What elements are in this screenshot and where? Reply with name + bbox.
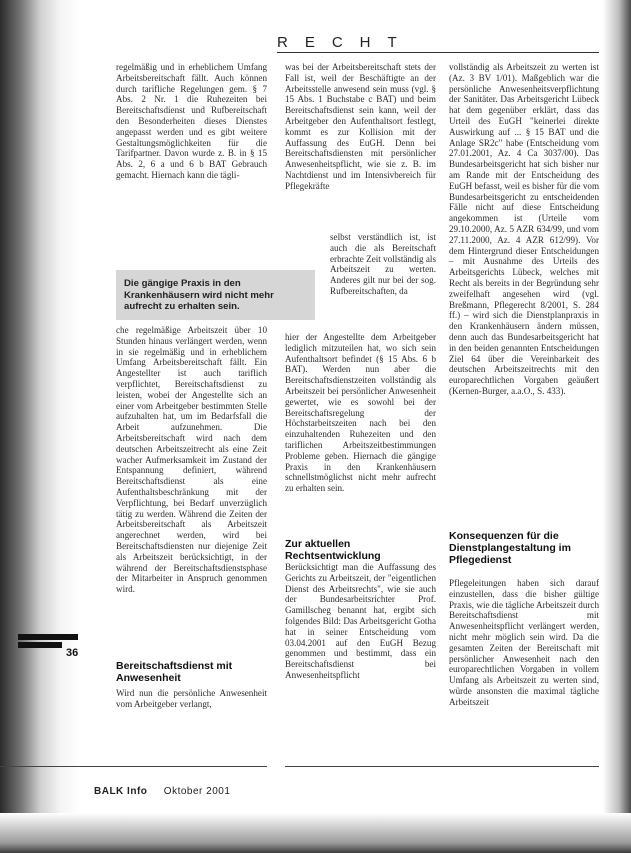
column-1-top: [116, 62, 267, 262]
column-3-top: [449, 62, 599, 522]
subheading-konsequenzen: Konsequenzen für die Dienstplangestaltung im Pflegedienst: [449, 530, 571, 566]
page-number: 36: [66, 647, 79, 659]
column-2-beside-quote: [330, 232, 436, 332]
subheading-rechtsentwicklung: Zur aktuellen Rechtsentwicklung: [285, 538, 381, 562]
paragraph: Pflegeleitungen haben sich darauf einzustellen, dass die bisher gültige Praxis, wie die tägliche Arbeitszeit durch Bereitschaftsdienst mit Anwesenheitspflicht verlängert werden, nicht mehr möglich sein wird. Da die gesamten Zeiten der Bereitschaft mit persönlicher Anwesenheit nach den europarechtlichen Vorgaben in vollem Umfang als Arbeitszeit zu werten sind, würde ansonsten die maximal tägliche Arbeitszeit: [449, 578, 599, 707]
pull-quote-box: [116, 270, 315, 320]
paragraph: selbst verständlich ist, ist auch die als Bereitschaft erbrachte Zeit vollständig als Arbeitszeit zu werten. Anderes gilt nur bei der sog. Rufbereitschaften, da: [330, 232, 436, 296]
section-header: RECHT: [277, 34, 414, 51]
footer-rule-left: [0, 766, 267, 767]
binding-mark: [18, 642, 62, 648]
pull-quote-text: Die gängige Praxis in den Krankenhäusern wird nicht mehr aufrecht zu erhalten sein.: [124, 278, 274, 312]
footer-brand: BALK Info: [94, 786, 148, 797]
column-1-middle: [116, 325, 267, 650]
column-2-bottom: [285, 562, 436, 762]
column-3-bottom: [449, 578, 599, 758]
column-1-bottom: [116, 688, 267, 728]
paragraph: was bei der Arbeitsbereitschaft stets der Fall ist, weil der Beschäftigte an der Arbeitsstelle anwesend sein muss (vgl. § 15 Abs. 1 Buchstabe c BAT) und beim Bereitschaftsdienst sein kann, weil der Arbeitgeber den Aufenthaltsort festlegt, kommt es zur Kollision mit der Auffassung des EuGH. Denn bei Bereitschaftsdiensten mit persönlicher Anwesenheitspflicht, wie sie z. B. im Nachtdienst und im Intensivbereich für Pflegekräfte: [285, 62, 436, 191]
binding-mark: [18, 634, 78, 640]
scan-edge-shadow-left: [0, 0, 80, 853]
footer-rule-right: [285, 766, 599, 767]
paragraph: hier der Angestellte dem Arbeitgeber lediglich mitzuteilen hat, wo sich sein Aufenthaltsort befindet (§ 15 Abs. 6 b BAT). Werden nun aber die Bereitschaftsdienstzeiten vollständig als Arbeitszeit bei persönlicher Anwesenheit gewertet, wie es sowohl bei der Bereitschaftsregelung der Höchstarbeitszeiten nach bei den einzuhaltenden Ruhezeiten und den tariflichen Arbeitszeitbestimmungen Probleme geben. Hiernach die gängige Praxis in den Krankenhäusern schnellstmöglichst nicht mehr aufrecht zu erhalten sein.: [285, 332, 436, 494]
footer: [94, 786, 230, 797]
paragraph: vollständig als Arbeitszeit zu werten ist (Az. 3 BV 1/01). Maßgeblich war die persönliche Anwesenheitsverpflichtung der Sanitäter. Das Arbeitsgericht Lübeck hat dem gegenüber erklärt, dass das Urteil des EuGH "keinerlei direkte Auswirkung auf ... § 15 BAT und die Anlage SR2c" habe (Entscheidung vom 27.01.2001, Az. 4 Ca 3037/00). Das Bundesarbeitsgericht hat sich bisher nur am Rande mit der Entscheidung des EuGH befasst, weil es bisher für die vom Bundesarbeitsgericht zu entscheidenden Fälle nicht auf diese Entscheidung angekommen ist (Urteile vom 29.10.2000, Az. 5 AZR 634/99, und vom 27.11.2000, Az. 4 AZR 612/99). Vor dem Hintergrund dieser Entscheidungen – mit Ausnahme des Urteils des Arbeitsgerichts Lübeck, welches mit Recht als bereits in der Begründung sehr zweifelhaft angesehen wird (vgl. Breßmann, Pflegerecht 8/2001, S. 284 ff.) – wird sich die Dienstplanpraxis in den Krankenhäusern ändern müssen, denn auch das Bundesarbeitsgericht hat in den beiden genannten Entscheidungen Ziel 64 über die Vereinbarkeit des deutschen Arbeitszeitrechts mit den europarechtlichen Vorgaben geäußert (Kernen-Burger, a.a.O., S. 433).: [449, 62, 600, 396]
paragraph: Wird nun die persönliche Anwesenheit vom Arbeitgeber verlangt,: [116, 688, 267, 709]
header-rule: [277, 52, 599, 53]
column-2-middle: [285, 332, 436, 532]
paragraph: Berücksichtigt man die Auffassung des Gerichts zu Arbeitszeit, der "eigentlichen Dienst des Arbeitsrechts", wie sie auch der Bundesarbeitsrichter Prof. Gamillscheg benannt hat, ergibt sich folgendes Bild: Das Arbeitsgericht Gotha hat in seiner Entscheidung vom 03.04.2001 auf den EuGH Bezug genommen und bestimmt, dass ein Bereitschaftsdienst bei Anwesenheitspflicht: [285, 562, 436, 680]
footer-date: Oktober 2001: [163, 786, 231, 797]
column-2-top: [285, 62, 436, 232]
scan-edge-shadow-bottom: [0, 813, 631, 853]
margin-binding-marks: [18, 632, 94, 664]
scan-edge-shadow-right: [603, 0, 631, 853]
paragraph: regelmäßig und in erheblichem Umfang Arbeitsbereitschaft fällt. Auch können durch tarifliche Regelungen gem. § 7 Abs. 2 Nr. 1 die Ruhezeiten bei Bereitschaftsdienst und Rufbereitschaft den Besonderheiten dieses Dienstes angepasst werden und es gibt weitere Gestaltungsmöglichkeiten für die Tarifpartner. Davon wurde z. B. in § 15 Abs. 2, 6 a und 6 b BAT Gebrauch gemacht. Hiernach kann die tägli-: [116, 62, 267, 180]
subheading-bereitschaftsdienst: Bereitschaftsdienst mit Anwesenheit: [116, 660, 233, 684]
paragraph: che regelmäßige Arbeitszeit über 10 Stunden hinaus verlängert werden, wenn in sie regelmäßig und in erheblichem Umfang Arbeitsbereitschaft fällt. Ein Angestellter ist auch tariflich verpflichtet, Bereitschaftsdienst zu leisten, wobei der Angestellte sich an einer vom Arbeitgeber bestimmten Stelle aufzuhalten hat, um im Bedarfsfall die Arbeit aufzunehmen. Die Arbeitsbereitschaft wird nach dem deutschen Arbeitszeitrecht als eine Zeit wacher Aufmerksamkeit im Zustand der Entspannung definiert, während Bereitschaftsdienst als eine Aufenthaltsbeschränkung mit der Verpflichtung, bei Bedarf unverzüglich tätig zu werden. Während die Zeiten der Arbeitsbereitschaft als Arbeitszeit angerechnet werden, wird bei Bereitschaftsdiensten nur diejenige Zeit als Arbeitszeit berücksichtigt, in der während der Bereitschaftsdienstsphase der Mitarbeiter in Anspruch genommen wird.: [116, 325, 267, 595]
